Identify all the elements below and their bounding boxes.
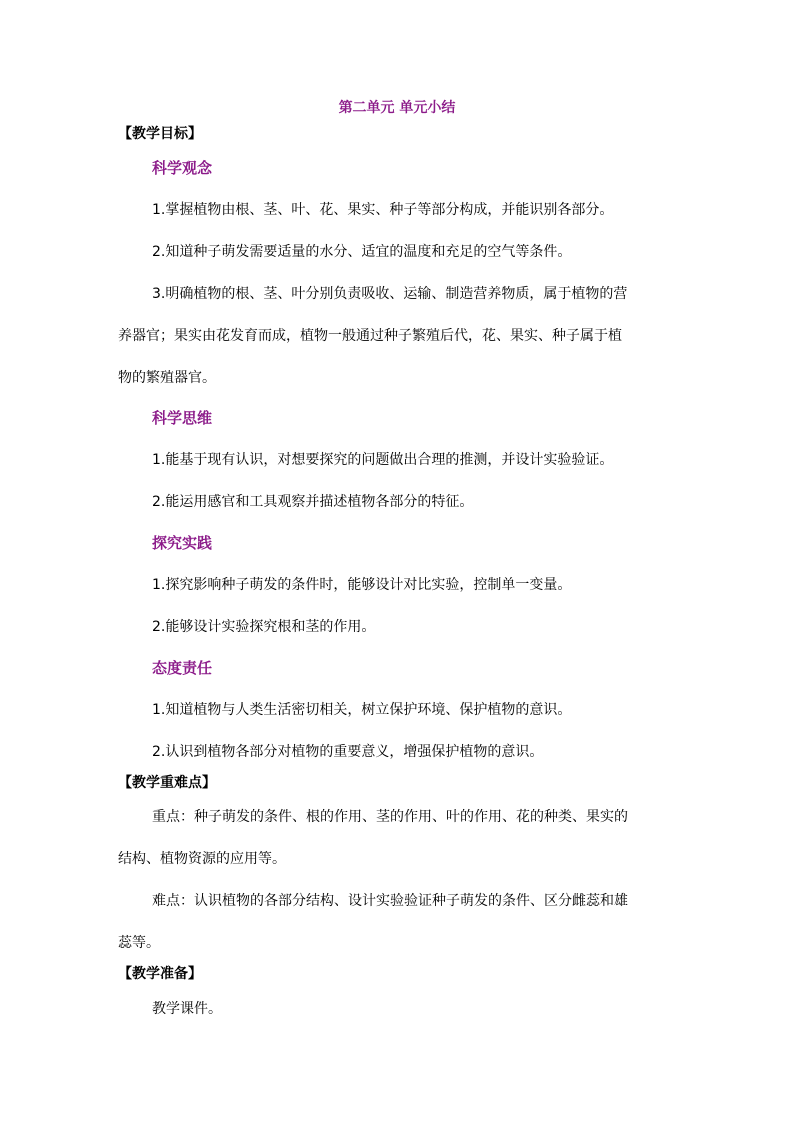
page-title: 第二单元 单元小结 [338,100,456,116]
paragraph-concept-2: 2.知道种子萌发需要适量的水分、适宜的温度和充足的空气等条件。 [152,244,572,260]
subheading-science-concept: 科学观念 [152,159,213,177]
section-heading-preparation: 【教学准备】 [118,966,202,982]
paragraph-inquiry-1: 1.探究影响种子萌发的条件时，能够设计对比实验，控制单一变量。 [152,577,572,593]
paragraph-thinking-2: 2.能运用感官和工具观察并描述植物各部分的特征。 [152,494,474,510]
section-heading-key-points: 【教学重难点】 [118,775,216,791]
paragraph-concept-3-line3: 物的繁殖器官。 [118,370,216,386]
subheading-inquiry-practice: 探究实践 [152,534,213,552]
subheading-attitude-responsibility: 态度责任 [152,659,213,677]
paragraph-preparation: 教学课件。 [152,1001,222,1017]
paragraph-difficulty-line1: 难点：认识植物的各部分结构、设计实验验证种子萌发的条件、区分雌蕊和雄 [152,893,628,909]
paragraph-attitude-1: 1.知道植物与人类生活密切相关，树立保护环境、保护植物的意识。 [152,702,572,718]
paragraph-concept-1: 1.掌握植物由根、茎、叶、花、果实、种子等部分构成，并能识别各部分。 [152,202,614,218]
paragraph-difficulty-line2: 蕊等。 [118,935,160,951]
paragraph-inquiry-2: 2.能够设计实验探究根和茎的作用。 [152,619,376,635]
paragraph-concept-3-line1: 3.明确植物的根、茎、叶分别负责吸收、运输、制造营养物质，属于植物的营 [152,286,628,302]
section-heading-teaching-goals: 【教学目标】 [118,126,202,142]
paragraph-focus-line2: 结构、植物资源的应用等。 [118,851,286,867]
paragraph-concept-3-line2: 养器官；果实由花发育而成，植物一般通过种子繁殖后代，花、果实、种子属于植 [118,328,622,344]
paragraph-thinking-1: 1.能基于现有认识，对想要探究的问题做出合理的推测，并设计实验验证。 [152,452,614,468]
subheading-science-thinking: 科学思维 [152,409,213,427]
paragraph-attitude-2: 2.认识到植物各部分对植物的重要意义，增强保护植物的意识。 [152,744,544,760]
paragraph-focus-line1: 重点：种子萌发的条件、根的作用、茎的作用、叶的作用、花的种类、果实的 [152,809,628,825]
